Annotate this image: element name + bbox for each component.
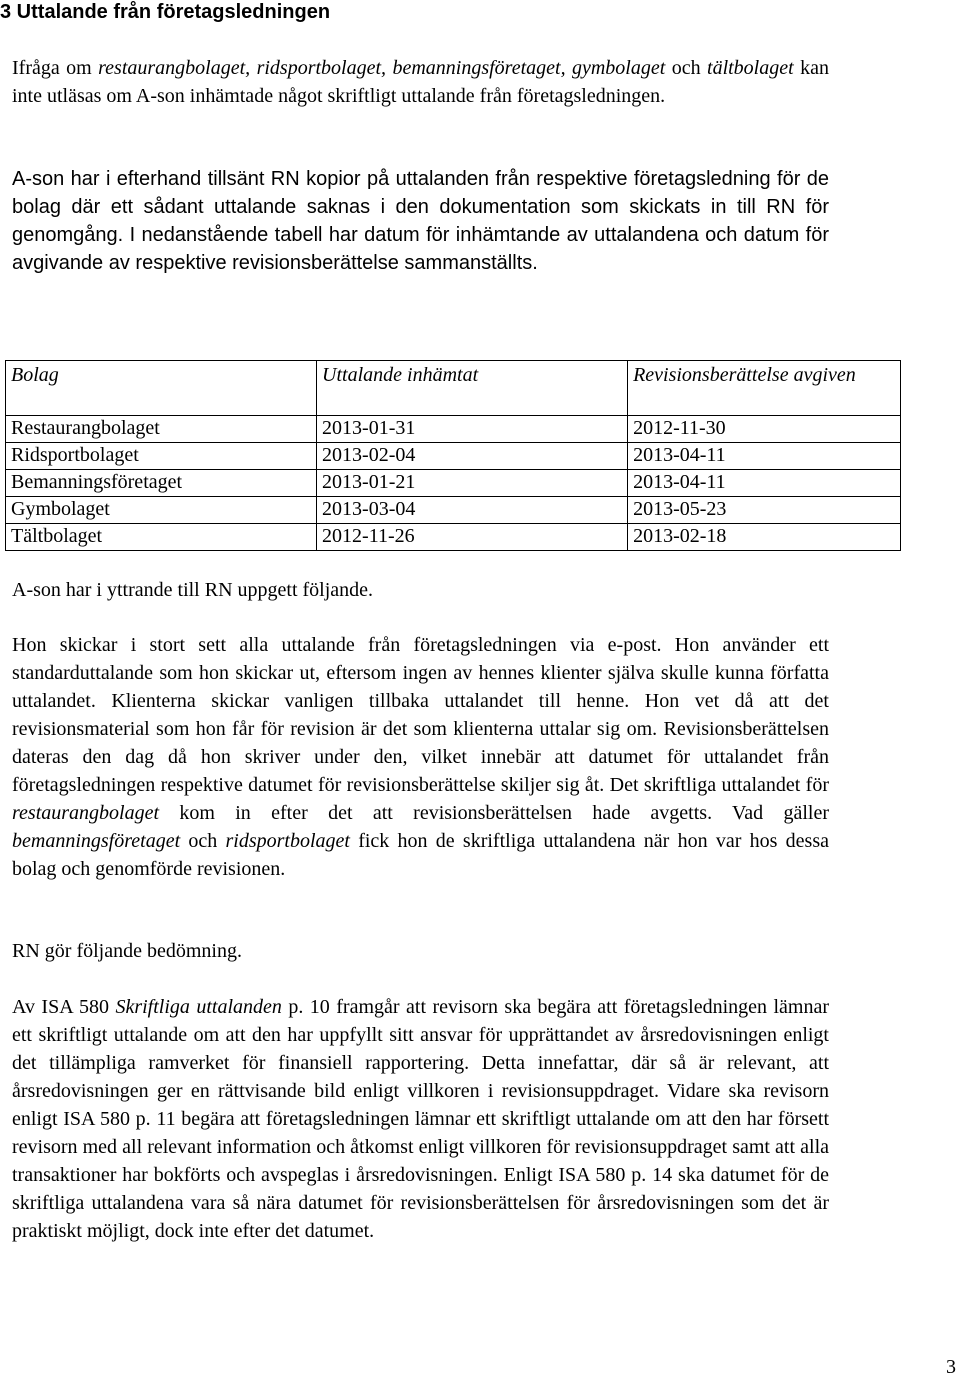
- paragraph-text: kan inte utläsas om A-son inhämtade något skriftligt uttalande från företagsledningen.: [12, 57, 829, 107]
- cell-bolag: Ridsportbolaget: [6, 443, 317, 470]
- cell-revision: 2013-04-11: [628, 443, 901, 470]
- cell-uttalande: 2012-11-26: [317, 524, 628, 551]
- company-name: ridsportbolaget: [225, 830, 350, 852]
- cell-revision: 2012-11-30: [628, 416, 901, 443]
- paragraph-intro: [12, 54, 829, 110]
- company-name: restaurangbolaget: [12, 802, 160, 824]
- paragraph-statement-intro: A-son har i yttrande till RN uppgett följande.: [12, 579, 374, 601]
- cell-bolag: Gymbolaget: [6, 497, 317, 524]
- paragraph-text: och: [180, 830, 226, 852]
- cell-revision: 2013-05-23: [628, 497, 901, 524]
- table-row: [6, 416, 901, 443]
- cell-uttalande: 2013-01-31: [317, 416, 628, 443]
- cell-uttalande: 2013-01-21: [317, 470, 628, 497]
- table-header-row: [6, 361, 901, 416]
- page-number: 3: [946, 1356, 956, 1378]
- paragraph-text: Av ISA 580: [12, 996, 116, 1018]
- header-uttalande: Uttalande inhämtat: [317, 361, 628, 416]
- header-bolag: Bolag: [6, 361, 317, 416]
- paragraph-text: fick hon de skriftliga uttalandena när hon var hos dessa bolag och genomförde revisionen.: [12, 830, 829, 880]
- paragraph-assessment-intro: RN gör följande bedömning.: [12, 940, 242, 962]
- paragraph-assessment: [12, 993, 829, 1245]
- cell-bolag: Tältbolaget: [6, 524, 317, 551]
- cell-uttalande: 2013-03-04: [317, 497, 628, 524]
- company-names: restaurangbolaget, ridsportbolaget, bemanningsföretaget, gymbolaget: [98, 57, 666, 79]
- table-row: [6, 470, 901, 497]
- paragraph-statement: [12, 631, 829, 883]
- company-name: tältbolaget: [707, 57, 794, 79]
- standard-title: Skriftliga uttalanden: [115, 996, 282, 1018]
- table-row: [6, 524, 901, 551]
- paragraph-text: Hon skickar i stort sett alla uttalande från företagsledningen via e-post. Hon använder ett standarduttalande som hon skickar ut, eftersom ingen av hennes klienter själva skulle kunna författa uttalandet. Klienterna skickar vanligen tillbaka uttalandet till henne. Hon vet då att det revisionsmaterial som hon får för revision är det som klienterna uttalar sig om. Revisionsberättelsen dateras den dag då hon skriver under den, vilket innebär att datumet för uttalandet från företagsledningen respektive datumet för revisionsberättelse skiljer sig åt. Det skriftliga uttalandet för: [12, 634, 829, 796]
- cell-revision: 2013-04-11: [628, 470, 901, 497]
- cell-revision: 2013-02-18: [628, 524, 901, 551]
- company-name: bemanningsföretaget: [12, 830, 181, 852]
- section-heading: 3 Uttalande från företagsledningen: [0, 1, 331, 23]
- paragraph-text: A-son har i efterhand tillsänt RN kopior på uttalanden från respektive företagsledning för de bolag där ett sådant uttalande saknas i den dokumentation som skickats in till RN för genomgång. I nedanstående tabell har datum för inhämtande av uttalandena och datum för avgivande av respektive revisionsberättelse sammanställts.: [12, 168, 829, 274]
- paragraph-text: och: [665, 57, 708, 79]
- paragraph-text: kom in efter det att revisionsberättelsen hade avgetts. Vad gäller: [159, 802, 829, 824]
- cell-bolag: Restaurangbolaget: [6, 416, 317, 443]
- cell-bolag: Bemanningsföretaget: [6, 470, 317, 497]
- cell-uttalande: 2013-02-04: [317, 443, 628, 470]
- table-row: [6, 443, 901, 470]
- dates-table: [5, 360, 901, 551]
- table-row: [6, 497, 901, 524]
- header-revisionsberattelse: Revisionsberättelse avgiven: [628, 361, 901, 416]
- paragraph-copies: [12, 165, 829, 277]
- paragraph-text: p. 10 framgår att revisorn ska begära att företagsledningen lämnar ett skriftligt uttalande om att den har uppfyllt sitt ansvar för upprättandet av årsredovisningen enligt det tillämpliga ramverket för finansiell rapportering. Detta innefattar, där så är relevant, att årsredovisningen ger en rättvisande bild enligt villkoren i revisionsuppdraget. Vidare ska revisorn enligt ISA 580 p. 11 begära att företagsledningen lämnar ett skriftligt uttalande om att den har försett revisorn med all relevant information och åtkomst enligt villkoren för revisionsuppdraget samt att alla transaktioner har bokförts och avspeglas i årsredovisningen. Enligt ISA 580 p. 14 ska datumet för de skriftliga uttalandena vara så nära datumet för revisionsberättelsen för årsredovisningen som det är praktiskt möjligt, dock inte efter det datumet.: [12, 996, 829, 1242]
- paragraph-text: Ifråga om: [12, 57, 99, 79]
